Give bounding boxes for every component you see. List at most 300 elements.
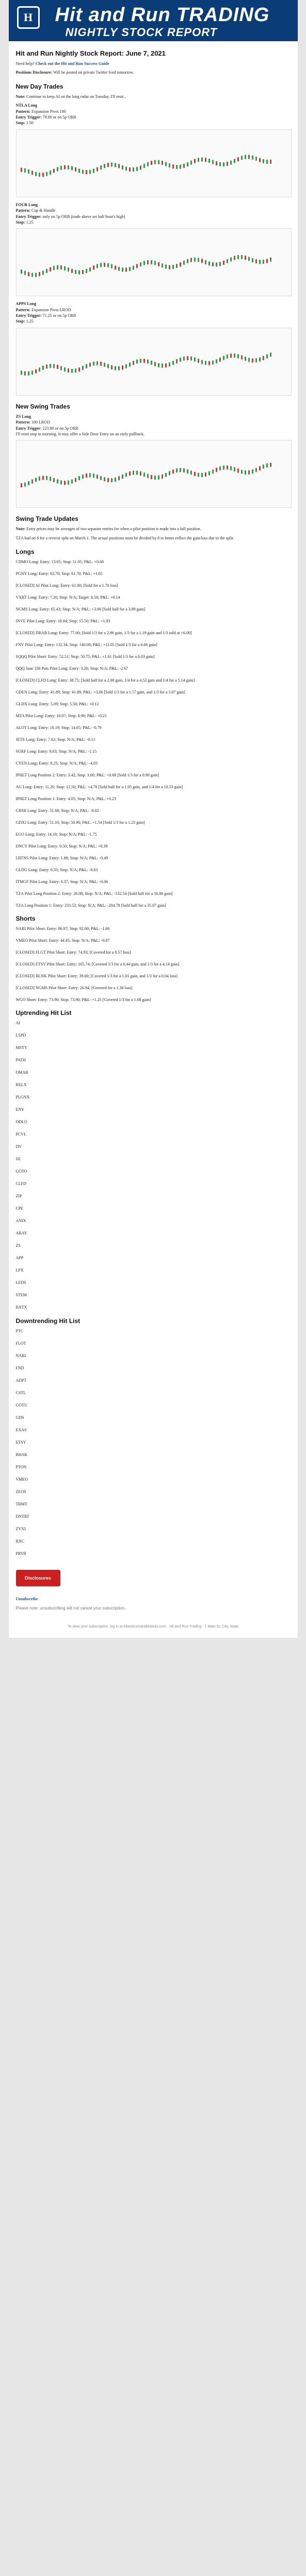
tza-note: TZA had no 8 for a reverse split on March 1. The actual positions must be divided by 8 to better reflect the gain/loss due to the split. [15,535,234,540]
candle [129,267,131,272]
disclosures-button[interactable]: Disclosures [16,1570,60,1586]
candle [176,359,178,363]
candle [183,164,185,168]
candle [60,166,62,170]
symbol-item: ZIP [15,1194,22,1199]
candle [64,481,66,485]
symbol-item: STEM [15,1293,27,1298]
candle [255,260,257,264]
list-item: QQQ June 330 Puts Pilot Long: Entry: 3.20; Stop: N/A; P&L: -2.67 [15,666,128,671]
swing-heading: New Swing Trades [15,402,70,410]
candle [50,171,51,175]
candle [35,273,37,277]
trade-zs: ZS Long Pattern: 180 LROD Entry Trigger: 223.80 or on 5p ORB I'll reset stop in morning. It may offer a Side Door Entry on an early pullback. [15,414,144,437]
candle [223,261,224,265]
candle [252,469,253,473]
candle [140,471,141,476]
candle [71,369,73,373]
symbol-item: AI [15,1021,20,1026]
candle [136,264,138,268]
candle [115,366,116,370]
candle [234,467,235,471]
candle [42,271,44,275]
list-item: SQQQ Pilot Short: Entry: 52.51; Stop: 50.75; P&L: +1.61 [Sold 1/3 for a 6.03 gain] [15,654,155,659]
candle [208,159,210,163]
list-item: [CLOSED] ETSY Pilot Short: Entry: 165.74; [Covered 1/3 for a 6.44 gain, and 1/3 for a 4.14 gain] [15,962,180,967]
list-item: MTA Pilot Long: Entry: 10.07; Stop: 8.90; P&L: +0.21 [15,714,107,719]
candle [151,475,152,479]
candle [169,471,170,476]
symbol-item: FND [15,1366,24,1371]
symbol-item: APP [15,1256,24,1261]
candle [78,476,80,480]
candle [100,362,102,366]
candle [57,265,58,269]
candle [111,478,112,482]
candle [129,471,131,476]
candle [133,471,134,475]
candle [212,160,214,164]
positions-disclosure: Positions Disclosure: Will be posted on private Twitter feed tomorrow. [15,70,134,75]
candle [252,359,253,363]
candle [31,480,33,484]
candle [230,466,232,470]
candle [248,470,250,474]
candle [39,477,40,481]
candle [75,368,76,372]
candle [93,266,94,270]
symbol-item: LPX [15,1268,24,1273]
candle [162,364,163,368]
candle [245,155,246,159]
list-item: AG Long: Entry: 11.20; Stop: 12.50; P&L: +4.78 [Sold half for a 1.95 gain, and 1/4 for a 10.33 gain] [15,785,183,790]
candle [172,470,174,474]
list-item: [CLOSED] BLNK Pilot Short: Entry: 39.00; [Covered 1/3 for a 1.01 gain, and 1/3 for a 0.04 loss] [15,974,178,979]
candle [194,258,196,262]
candle [194,472,196,476]
candle [86,269,87,273]
symbol-item: CLFD [15,1181,26,1187]
candle [216,359,217,363]
candle [28,371,29,376]
candle [100,165,102,170]
candle [111,162,112,166]
candle [89,170,91,174]
candle [71,480,73,484]
list-item: PGNY Long: Entry: 63.70; Stop: 61.70; P&L: +1.05 [15,571,103,577]
candle [266,464,268,468]
candle [255,468,257,472]
candle [205,260,206,264]
report-title: Hit and Run Nightly Stock Report: June 7, 2021 [15,49,166,57]
symbol-item: ZEOS [15,1489,26,1495]
list-item: [CLOSED] CLFD Long: Entry: 38.75; [Sold half for a 2.00 gain, 1/4 for a 4.52 gain and 1/4 for a 5.14 gain] [15,678,195,683]
symbol-item: PRVB [15,1551,26,1556]
candle [176,165,178,169]
candle [241,156,243,160]
candle [234,353,235,358]
candle [201,157,203,161]
candle [21,483,22,487]
list-item: FNV Pilot Long: Entry: 132.34; Stop: 140.00; P&L: +11.05 [Sold 1/3 for a 6.66 gain] [15,642,157,648]
shorts-list [16,926,291,1002]
candle [133,266,134,270]
candle [201,360,203,364]
list-item: [CLOSED] NGMS Pilot Short: Entry: 26.94; [Covered for a 1.36 loss] [15,986,133,991]
candle [78,270,80,275]
symbol-item: MSTY [15,1045,27,1050]
trade-ntla: NTLA Long Pattern: Expansion Pivot 180 Entry Trigger: 79.00 or on 5p ORB Stop: 1.50 [15,103,76,126]
longs-heading: Longs [15,548,35,556]
candle [118,366,120,370]
list-item: INVE Pilot Long: Entry: 18.84; Stop: 15.50; P&L: +1.83 [15,619,110,624]
symbol-item: CSTL [15,1391,26,1396]
candle [219,358,221,362]
candle [125,364,127,368]
report-body [9,41,298,1621]
downtrending-heading: Downtrending Hit List [15,1317,80,1325]
candle [208,471,210,476]
list-item: VXRT Long: Entry: 7.20; Stop: N/A; Target: 8.50; P&L: +0.14 [15,595,120,600]
candle [24,483,26,487]
candle [96,475,98,479]
candle [263,356,264,360]
list-item: [CLOSED] AI Pilot Long: Entry: 61.00; [Sold for a 1.70 loss] [15,583,118,588]
candle [64,165,66,169]
candle [107,263,109,267]
candle [107,163,109,167]
candle [259,260,261,264]
candle [183,357,185,361]
candle [172,164,174,168]
candle [129,363,131,367]
list-item: IPHLT Long Position 1: Entry: 4.05; Stop: N/A; P&L: +0.23 [15,796,117,802]
symbol-item: GOTU [15,1403,27,1408]
candle [241,470,243,474]
candle [255,157,257,161]
candle [165,265,167,269]
candle [198,158,199,162]
list-item: GLDX Long: Entry: 5.09; Stop: 5.50; P&L: +0.12 [15,702,99,707]
footer: To view your subscription, log in at hitandruncandlesticks.com · Hit and Run Trading · 1 Main St, City, State [68,1624,238,1629]
candle [237,157,239,161]
list-item: GLDG Long: Entry: 6.33; Stop: N/A; P&L: -0.63 [15,868,98,873]
candle [64,266,66,270]
candle [93,474,94,478]
candle [115,266,116,270]
candle [190,471,192,475]
candle [227,466,228,470]
candle [147,260,149,264]
banner-subtitle: NIGHTLY STOCK REPORT [65,26,218,39]
candle [104,164,105,168]
candle [198,258,199,262]
candle [223,466,224,470]
candle [82,366,84,370]
candle [53,266,55,270]
symbol-item: BHAK [15,1452,28,1458]
symbol-item: PTON [15,1465,27,1470]
candle [143,261,145,265]
candle [21,269,22,274]
candle [96,167,98,171]
candle [60,266,62,270]
candle [245,357,246,361]
candle [158,160,159,164]
candle [68,481,69,485]
candle [28,481,29,485]
candle [147,360,149,364]
symbol-item: NARI [15,1353,26,1359]
candle [176,264,178,268]
candle [172,265,174,269]
success-guide-link[interactable]: Check out the Hit and Run Success Guide [35,61,109,66]
candle [248,257,250,261]
candle [115,163,116,167]
candle [252,156,253,160]
list-item: ITMGF Pilot Long: Entry: 0.37; Stop: N/A; P&L: -0.06 [15,879,108,885]
trade-four: FOUR Long Pattern: Cup & Handle Entry Trigger: only on 5p ORB (trade above set half hour's high) Stop: 1.25 [15,202,125,225]
candle [187,356,188,360]
candle [57,167,58,171]
symbol-item: PATH [15,1058,26,1063]
candle [180,358,181,362]
candle [154,160,156,164]
candle [219,467,221,471]
candle [60,481,62,485]
candle [172,361,174,365]
new-day-note: Note: Continue to keep AI on the long radar on Tuesday. I'll restr... [15,94,126,99]
candle [35,478,37,482]
candle [96,264,98,268]
candle [140,359,141,363]
symbol-item: PCVL [15,1132,26,1137]
shorts-heading: Shorts [15,915,36,923]
candle [212,361,214,365]
candle [118,267,120,271]
candle [140,262,141,266]
candle [42,476,44,480]
candle [122,165,123,170]
candle [237,255,239,259]
candle [270,463,271,467]
symbol-item: ODLO [15,1120,27,1125]
candle [75,270,76,274]
list-item: EGO Long: Entry: 14.18; Stop: N/A; P&L: -1.75 [15,832,97,837]
list-item: CDMO Long: Entry: 13.65; Stop: 11.05; P&L: +0.68 [15,560,104,565]
candle [133,167,134,172]
symbol-item: ZS [15,1243,21,1248]
candle [147,474,149,478]
candle [42,366,44,370]
list-item: NGMS Long: Entry: 65.43; Stop: N/A; P&L: +3.90 [Sold half for a 3.89 gain] [15,607,146,612]
candle [86,170,87,174]
candle [100,476,102,480]
candle [78,168,80,173]
unsubscribe-link[interactable]: Unsubscribe [15,1597,38,1602]
candle [24,168,26,172]
candle [75,478,76,482]
list-item: IPHLT Long Position 2: Entry: 3.42; Stop: 3.00; P&L: +0.68 [Sold 1/3 for a 0.90 gain] [15,773,159,778]
candle [147,162,149,166]
candle [68,268,69,272]
candle [245,470,246,474]
list-item: NARI Pilot Short: Entry: 86.87; Stop: 92.00; P&L: -1.60 [15,926,110,931]
symbol-item: PTC [15,1329,24,1334]
candle [118,477,120,481]
candle [53,364,55,368]
candle [169,163,170,167]
candle [107,364,109,368]
candle [198,473,199,477]
candle [122,474,123,479]
candle [230,353,232,358]
new-day-heading: New Day Trades [15,82,63,90]
list-item: WGO Short: Entry: 73.90; Stop: 73.90; P&L: +1.25 [Covered 1/3 for a 1.08 gain] [15,997,151,1003]
candle [158,363,159,367]
uptrending-heading: Uptrending Hit List [15,1009,72,1017]
candle [39,367,40,371]
list-item: CRSR Long: Entry: 31.68; Stop: N/A; P&L: -0.02 [15,808,99,814]
list-item: TZA Pilot Long Position 2: Entry: 26.08; Stop: N/A; P&L: -532.54 [Sold half for a 16.88 gain] [15,891,173,896]
candle [125,166,127,171]
candle [24,271,26,275]
candle [205,361,206,365]
candle [248,358,250,362]
candle [216,263,217,267]
candle [234,159,235,163]
candle [111,365,112,369]
banner-title: Hit and Run TRADING [55,4,270,26]
candle [162,264,163,268]
symbol-item: PLGNX [15,1095,30,1100]
candle [234,256,235,260]
candle [180,164,181,168]
candle [75,167,76,172]
candle [201,473,203,477]
list-item: DNCY Pilot Long: Entry: 0.50; Stop: N/A; P&L: +0.39 [15,844,108,849]
candle [190,258,192,262]
candle [82,270,84,274]
candle [230,258,232,262]
candle [216,468,217,472]
symbol-item: GOTO [15,1169,27,1174]
candle [50,267,51,272]
candle [125,473,127,477]
symbol-item: RELX [15,1082,27,1088]
candle [57,365,58,369]
candle [133,361,134,365]
list-item: LRTNS Pilot Long: Entry: 1.88; Stop: N/A; P&L: -0.49 [15,856,108,861]
candle [151,161,152,165]
candle [212,262,214,266]
symbol-item: RNTX [15,1305,27,1310]
candle [68,368,69,372]
candle [165,473,167,477]
trade-apps: APPS Long Pattern: Expansion Pivot LROD Entry Trigger: 71.25 or on 5p ORB Stop: 1.25 [15,301,76,324]
candle [187,469,188,473]
symbol-item: LSPD [15,1033,26,1038]
candle [78,367,80,371]
candle [266,160,268,164]
candle [39,272,40,276]
candle [194,358,196,362]
symbol-item: ANIX [15,1218,26,1224]
candle [82,474,84,479]
downtrending-list [16,1329,291,1556]
list-item: TZA Long Position 1: Entry: 233.52; Stop: N/A; P&L: -204.78 [Sold half for a 35.07 gain] [15,903,166,908]
candle [208,361,210,365]
candle [71,269,73,273]
candle [24,371,26,376]
candle [42,173,44,177]
candle [266,259,268,263]
candle [89,473,91,478]
four-chart [16,228,292,296]
candle [68,165,69,170]
symbol-item: TRMT [15,1502,27,1507]
candle [227,354,228,359]
candle [129,167,131,172]
candle [219,262,221,266]
candle [180,468,181,472]
candle [241,255,243,259]
symbol-item: GDS [15,1415,24,1420]
candle [227,259,228,263]
candle [122,365,123,369]
candle [263,465,264,469]
candle [259,358,261,362]
candle [28,169,29,173]
candle [165,162,167,166]
header-banner [9,0,298,41]
symbol-item: FLOT [15,1341,26,1346]
candle [64,367,66,371]
candle [71,166,73,170]
candle [270,352,271,357]
list-item: GDEN Long: Entry: 41.89; Stop: 41.89; P&L: +3.06 [Sold 1/3 for a 1.57 gain, and 1/3 for a 3.07 gain] [15,690,185,695]
symbol-item: DNTRT [15,1514,29,1519]
candle [208,262,210,266]
candle [263,260,264,264]
list-item: [CLOSED] DRAB Long: Entry: 77.00; [Sold 1/3 for a 2.86 gain, 1/3 for a 1.19 gain and 1/3 sold at +6.00] [15,631,192,636]
candle [122,268,123,272]
candle [86,364,87,368]
uptrending-list [16,1021,291,1310]
candle [151,361,152,365]
candle [46,476,47,480]
symbol-item: ZYXI [15,1527,26,1532]
candle [143,359,145,363]
candle [89,267,91,272]
candle [252,258,253,262]
longs-list [16,560,291,908]
symbol-item: ETSY [15,1440,26,1445]
candle [169,265,170,269]
candle [60,366,62,370]
candle [50,364,51,368]
candle [86,473,87,478]
candle [21,167,22,172]
candle [50,477,51,481]
candle [143,164,145,168]
candle [245,256,246,260]
candle [162,161,163,165]
candle [190,160,192,164]
candle [53,168,55,173]
list-item: CYEN Long: Entry: 8.25; Stop: N/A; P&L: -4.03 [15,761,98,766]
candle [183,468,185,472]
